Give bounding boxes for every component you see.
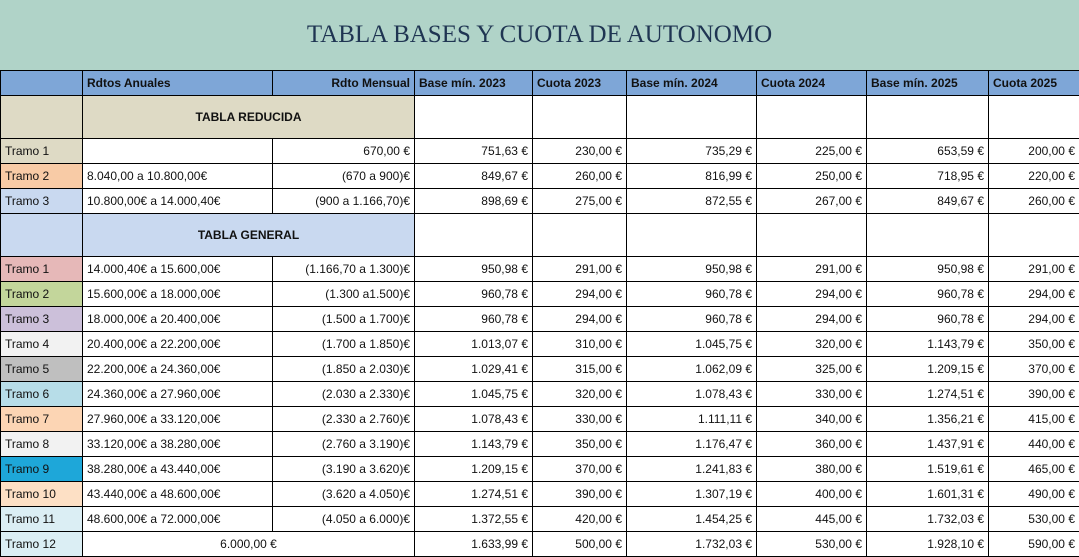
empty-cell xyxy=(989,96,1079,139)
empty-cell xyxy=(757,214,867,257)
column-header: Cuota 2023 xyxy=(533,71,627,96)
empty-cell xyxy=(533,214,627,257)
section-title: TABLA REDUCIDA xyxy=(83,96,415,139)
value-cell-b24: 1.241,83 € xyxy=(627,457,757,482)
table-row xyxy=(1,432,1079,457)
value-cell-b24: 816,99 € xyxy=(627,164,757,189)
value-cell-c24: 294,00 € xyxy=(757,307,867,332)
tramo-label: Tramo 3 xyxy=(1,189,83,214)
value-cell-c24: 530,00 € xyxy=(757,532,867,557)
value-cell-c23: 275,00 € xyxy=(533,189,627,214)
value-cell-c24: 400,00 € xyxy=(757,482,867,507)
value-cell-b23: 950,98 € xyxy=(415,257,533,282)
rdto-anual: 38.280,00€ a 43.440,00€ xyxy=(83,457,273,482)
table-row xyxy=(1,407,1079,432)
tramo-label: Tramo 11 xyxy=(1,507,83,532)
value-cell-c23: 320,00 € xyxy=(533,382,627,407)
table-row xyxy=(1,332,1079,357)
tramo-label: Tramo 9 xyxy=(1,457,83,482)
rdto-anual: 15.600,00€ a 18.000,00€ xyxy=(83,282,273,307)
value-cell-c25: 415,00 € xyxy=(989,407,1079,432)
value-cell-c24: 325,00 € xyxy=(757,357,867,382)
value-cell-c23: 370,00 € xyxy=(533,457,627,482)
rdto-mensual: (1.300 a1.500)€ xyxy=(273,282,415,307)
value-cell-b24: 950,98 € xyxy=(627,257,757,282)
value-cell-b25: 1.437,91 € xyxy=(867,432,989,457)
column-header: Cuota 2025 xyxy=(989,71,1079,96)
value-cell-b24: 1.307,19 € xyxy=(627,482,757,507)
tramo-label: Tramo 12 xyxy=(1,532,83,557)
value-cell-c23: 260,00 € xyxy=(533,164,627,189)
value-cell-c25: 220,00 € xyxy=(989,164,1079,189)
rdto-mensual: (4.050 a 6.000)€ xyxy=(273,507,415,532)
value-cell-b25: 849,67 € xyxy=(867,189,989,214)
value-cell-b25: 1.143,79 € xyxy=(867,332,989,357)
table-row xyxy=(1,482,1079,507)
value-cell-b23: 1.029,41 € xyxy=(415,357,533,382)
value-cell-c23: 310,00 € xyxy=(533,332,627,357)
value-cell-b25: 1.274,51 € xyxy=(867,382,989,407)
rdto-mensual: (2.330 a 2.760)€ xyxy=(273,407,415,432)
tramo-label: Tramo 10 xyxy=(1,482,83,507)
value-cell-c23: 500,00 € xyxy=(533,532,627,557)
bases-table xyxy=(0,70,1079,557)
value-cell-c23: 420,00 € xyxy=(533,507,627,532)
rdto-anual: 48.600,00€ a 72.000,00€ xyxy=(83,507,273,532)
tramo-label: Tramo 7 xyxy=(1,407,83,432)
value-cell-b24: 960,78 € xyxy=(627,282,757,307)
value-cell-c24: 360,00 € xyxy=(757,432,867,457)
rdto-mensual: 670,00 € xyxy=(273,139,415,164)
value-cell-b25: 1.928,10 € xyxy=(867,532,989,557)
value-cell-b24: 1.111,11 € xyxy=(627,407,757,432)
value-cell-c25: 294,00 € xyxy=(989,307,1079,332)
rdto-anual: 10.800,00€ a 14.000,40€ xyxy=(83,189,273,214)
rdto-mensual: (1.850 a 2.030)€ xyxy=(273,357,415,382)
value-cell-c24: 294,00 € xyxy=(757,282,867,307)
rdto-anual: 43.440,00€ a 48.600,00€ xyxy=(83,482,273,507)
empty-cell xyxy=(867,96,989,139)
tramo-label: Tramo 5 xyxy=(1,357,83,382)
value-cell-b24: 1.176,47 € xyxy=(627,432,757,457)
rdto-anual: 33.120,00€ a 38.280,00€ xyxy=(83,432,273,457)
table-row xyxy=(1,282,1079,307)
column-header: Base mín. 2025 xyxy=(867,71,989,96)
value-cell-b24: 1.078,43 € xyxy=(627,382,757,407)
value-cell-c24: 291,00 € xyxy=(757,257,867,282)
value-cell-c23: 390,00 € xyxy=(533,482,627,507)
value-cell-b23: 751,63 € xyxy=(415,139,533,164)
tramo-label: Tramo 4 xyxy=(1,332,83,357)
rdto-mensual: (2.030 a 2.330)€ xyxy=(273,382,415,407)
rdto-mensual: (2.760 a 3.190)€ xyxy=(273,432,415,457)
value-cell-b24: 1.062,09 € xyxy=(627,357,757,382)
value-cell-c23: 350,00 € xyxy=(533,432,627,457)
value-cell-b25: 1.519,61 € xyxy=(867,457,989,482)
table-row xyxy=(1,307,1079,332)
rdto-mensual: (670 a 900)€ xyxy=(273,164,415,189)
value-cell-b24: 1.045,75 € xyxy=(627,332,757,357)
value-cell-c25: 590,00 € xyxy=(989,532,1079,557)
value-cell-c23: 294,00 € xyxy=(533,307,627,332)
value-cell-b23: 898,69 € xyxy=(415,189,533,214)
value-cell-c24: 320,00 € xyxy=(757,332,867,357)
tramo-label: Tramo 6 xyxy=(1,382,83,407)
rdto-mensual: (1.166,70 a 1.300)€ xyxy=(273,257,415,282)
value-cell-b23: 1.274,51 € xyxy=(415,482,533,507)
tramo-label: Tramo 3 xyxy=(1,307,83,332)
tramo-label: Tramo 2 xyxy=(1,282,83,307)
table-row xyxy=(1,139,1079,164)
value-cell-c25: 465,00 € xyxy=(989,457,1079,482)
value-cell-b25: 1.732,03 € xyxy=(867,507,989,532)
table-row xyxy=(1,457,1079,482)
empty-cell xyxy=(757,96,867,139)
empty-cell xyxy=(533,96,627,139)
value-cell-c25: 350,00 € xyxy=(989,332,1079,357)
section-row xyxy=(1,96,1079,139)
value-cell-c24: 250,00 € xyxy=(757,164,867,189)
tramo-label: Tramo 8 xyxy=(1,432,83,457)
value-cell-b24: 872,55 € xyxy=(627,189,757,214)
value-cell-b25: 960,78 € xyxy=(867,282,989,307)
empty-cell xyxy=(415,214,533,257)
tramo-label: Tramo 2 xyxy=(1,164,83,189)
rdto-mensual: (3.190 a 3.620)€ xyxy=(273,457,415,482)
value-cell-b23: 1.209,15 € xyxy=(415,457,533,482)
value-cell-c25: 370,00 € xyxy=(989,357,1079,382)
value-cell-b23: 1.372,55 € xyxy=(415,507,533,532)
rdto-anual: 27.960,00€ a 33.120,00€ xyxy=(83,407,273,432)
value-cell-c24: 225,00 € xyxy=(757,139,867,164)
column-header: Base mín. 2024 xyxy=(627,71,757,96)
rdto-anual: 18.000,00€ a 20.400,00€ xyxy=(83,307,273,332)
value-cell-b23: 1.013,07 € xyxy=(415,332,533,357)
page-title: TABLA BASES Y CUOTA DE AUTONOMO xyxy=(0,0,1079,70)
value-cell-b23: 849,67 € xyxy=(415,164,533,189)
value-cell-c25: 291,00 € xyxy=(989,257,1079,282)
value-cell-b24: 1.732,03 € xyxy=(627,532,757,557)
value-cell-c24: 340,00 € xyxy=(757,407,867,432)
value-cell-b25: 1.601,31 € xyxy=(867,482,989,507)
section-row xyxy=(1,214,1079,257)
rdto-anual: 8.040,00 a 10.800,00€ xyxy=(83,164,273,189)
value-cell-c23: 330,00 € xyxy=(533,407,627,432)
column-header: Base mín. 2023 xyxy=(415,71,533,96)
empty-cell xyxy=(989,214,1079,257)
value-cell-c24: 445,00 € xyxy=(757,507,867,532)
empty-cell xyxy=(627,96,757,139)
header-row xyxy=(1,71,1079,96)
table-row xyxy=(1,257,1079,282)
value-cell-c23: 291,00 € xyxy=(533,257,627,282)
value-cell-b25: 718,95 € xyxy=(867,164,989,189)
column-header: Rdtos Anuales xyxy=(83,71,273,96)
tramo-label: Tramo 1 xyxy=(1,139,83,164)
section-spacer xyxy=(1,214,83,257)
column-header: Cuota 2024 xyxy=(757,71,867,96)
value-cell-b25: 653,59 € xyxy=(867,139,989,164)
rdto-anual: 20.400,00€ a 22.200,00€ xyxy=(83,332,273,357)
empty-cell xyxy=(415,96,533,139)
value-cell-c23: 315,00 € xyxy=(533,357,627,382)
rdto-anual: 24.360,00€ a 27.960,00€ xyxy=(83,382,273,407)
rdto-anual: 22.200,00€ a 24.360,00€ xyxy=(83,357,273,382)
value-cell-c25: 200,00 € xyxy=(989,139,1079,164)
value-cell-c24: 267,00 € xyxy=(757,189,867,214)
rdto-mensual: 6.000,00 € xyxy=(83,532,415,557)
tramo-label: Tramo 1 xyxy=(1,257,83,282)
value-cell-b23: 960,78 € xyxy=(415,282,533,307)
rdto-mensual: (1.700 a 1.850)€ xyxy=(273,332,415,357)
value-cell-c25: 260,00 € xyxy=(989,189,1079,214)
value-cell-b25: 1.356,21 € xyxy=(867,407,989,432)
table-row xyxy=(1,357,1079,382)
section-title: TABLA GENERAL xyxy=(83,214,415,257)
rdto-mensual: (3.620 a 4.050)€ xyxy=(273,482,415,507)
value-cell-b23: 1.045,75 € xyxy=(415,382,533,407)
rdto-anual: 14.000,40€ a 15.600,00€ xyxy=(83,257,273,282)
value-cell-b25: 1.209,15 € xyxy=(867,357,989,382)
value-cell-c25: 390,00 € xyxy=(989,382,1079,407)
rdto-mensual: (1.500 a 1.700)€ xyxy=(273,307,415,332)
table-row xyxy=(1,507,1079,532)
rdto-anual xyxy=(83,139,273,164)
empty-cell xyxy=(867,214,989,257)
value-cell-b25: 950,98 € xyxy=(867,257,989,282)
value-cell-b23: 1.633,99 € xyxy=(415,532,533,557)
value-cell-c24: 380,00 € xyxy=(757,457,867,482)
column-header: Rdto Mensual xyxy=(273,71,415,96)
value-cell-c23: 294,00 € xyxy=(533,282,627,307)
value-cell-c25: 440,00 € xyxy=(989,432,1079,457)
table-row xyxy=(1,164,1079,189)
rdto-mensual: (900 a 1.166,70)€ xyxy=(273,189,415,214)
value-cell-c25: 530,00 € xyxy=(989,507,1079,532)
table-row xyxy=(1,382,1079,407)
value-cell-b24: 735,29 € xyxy=(627,139,757,164)
value-cell-c25: 294,00 € xyxy=(989,282,1079,307)
value-cell-b23: 1.143,79 € xyxy=(415,432,533,457)
value-cell-c23: 230,00 € xyxy=(533,139,627,164)
table-row xyxy=(1,189,1079,214)
value-cell-b23: 960,78 € xyxy=(415,307,533,332)
value-cell-b24: 1.454,25 € xyxy=(627,507,757,532)
value-cell-b24: 960,78 € xyxy=(627,307,757,332)
value-cell-c25: 490,00 € xyxy=(989,482,1079,507)
value-cell-c24: 330,00 € xyxy=(757,382,867,407)
value-cell-b23: 1.078,43 € xyxy=(415,407,533,432)
value-cell-b25: 960,78 € xyxy=(867,307,989,332)
section-spacer xyxy=(1,96,83,139)
column-header xyxy=(1,71,83,96)
empty-cell xyxy=(627,214,757,257)
